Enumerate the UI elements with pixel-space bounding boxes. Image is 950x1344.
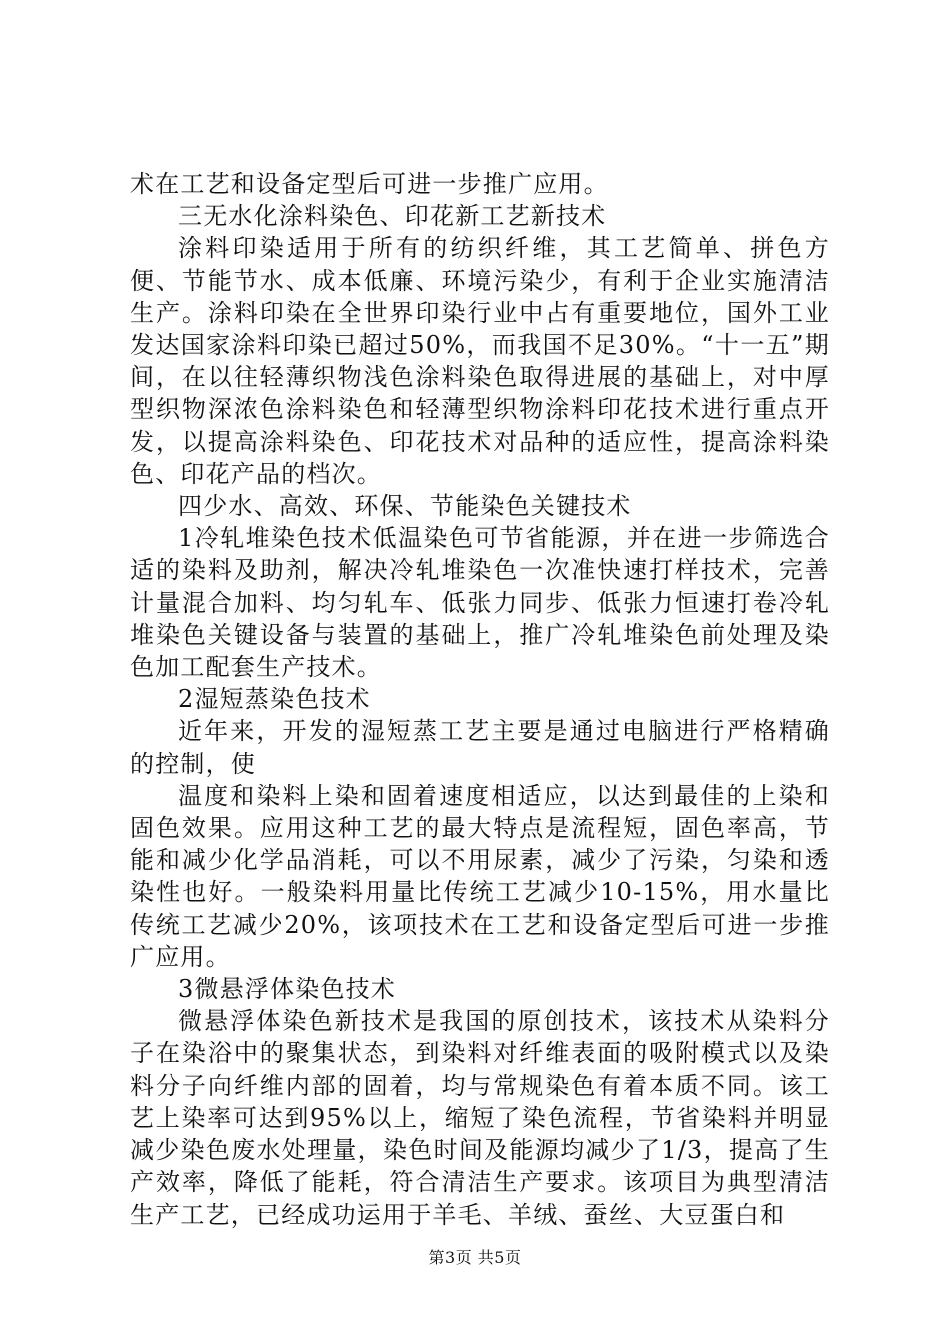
section-heading-coating-dyeing: 三无水化涂料染色、印花新工艺新技术 [178,202,607,231]
paragraph-cold-pad-batch: 1冷轧堆染色技术低温染色可节省能源，并在进一步筛选合适的染料及助剂，解决冷轧堆染色一次准快速打样技术，完善计量混合加料、均匀轧车、低张力同步、低张力恒速打卷冷轧堆染色关键设备与装置的基础上，推广冷轧堆染色前处理及染色加工配套生产技术。 [130,524,830,682]
paragraph-micro-suspension: 微悬浮体染色新技术是我国的原创技术，该技术从染料分子在染浴中的聚集状态，到染料对纤维表面的吸附模式以及染料分子向纤维内部的固着，均与常规染色有着本质不同。该工艺上染率可达到95%以上，缩短了染色流程，节省染料并明显减少染色废水处理量，染色时间及能源均减少了1/3，提高了生产效率，降低了能耗，符合清洁生产要求。该项目为典型清洁生产工艺，已经成功运用于羊毛、羊绒、蚕丝、大豆蛋白和 [130,1007,830,1229]
section-heading-key-dyeing-tech: 四少水、高效、环保、节能染色关键技术 [178,492,632,521]
paragraph-wet-short-steam-detail: 温度和染料上染和固着速度相适应，以达到最佳的上染和固色效果。应用这种工艺的最大特点是流程短，固色率高，节能和减少化学品消耗，可以不用尿素，减少了污染，匀染和透染性也好。一般染料用量比传统工艺减少10-15%，用水量比传统工艺减少20%，该项技术在工艺和设备定型后可进一步推广应用。 [130,781,830,971]
paragraph-coating-dyeing: 涂料印染适用于所有的纺织纤维，其工艺简单、拼色方便、节能节水、成本低廉、环境污染少，有利于企业实施清洁生产。涂料印染在全世界印染行业中占有重要地位，国外工业发达国家涂料印染已超过50%，而我国不足30%。“十一五”期间，在以往轻薄织物浅色涂料染色取得进展的基础上，对中厚型织物深浓色涂料染色和轻薄型织物涂料印花技术进行重点开发，以提高涂料染色、印花技术对品种的适应性，提高涂料染色、印花产品的档次。 [130,234,830,488]
page-number-footer: 第3页 共5页 [428,1248,522,1267]
paragraph-wet-short-steam-intro: 近年来，开发的湿短蒸工艺主要是通过电脑进行严格精确的控制，使 [130,717,830,778]
paragraph-continuation: 术在工艺和设备定型后可进一步推广应用。 [130,170,609,198]
document-body [130,168,830,1231]
subheading-wet-short-steam: 2湿短蒸染色技术 [178,685,371,714]
subheading-micro-suspension: 3微悬浮体染色技术 [178,975,397,1004]
